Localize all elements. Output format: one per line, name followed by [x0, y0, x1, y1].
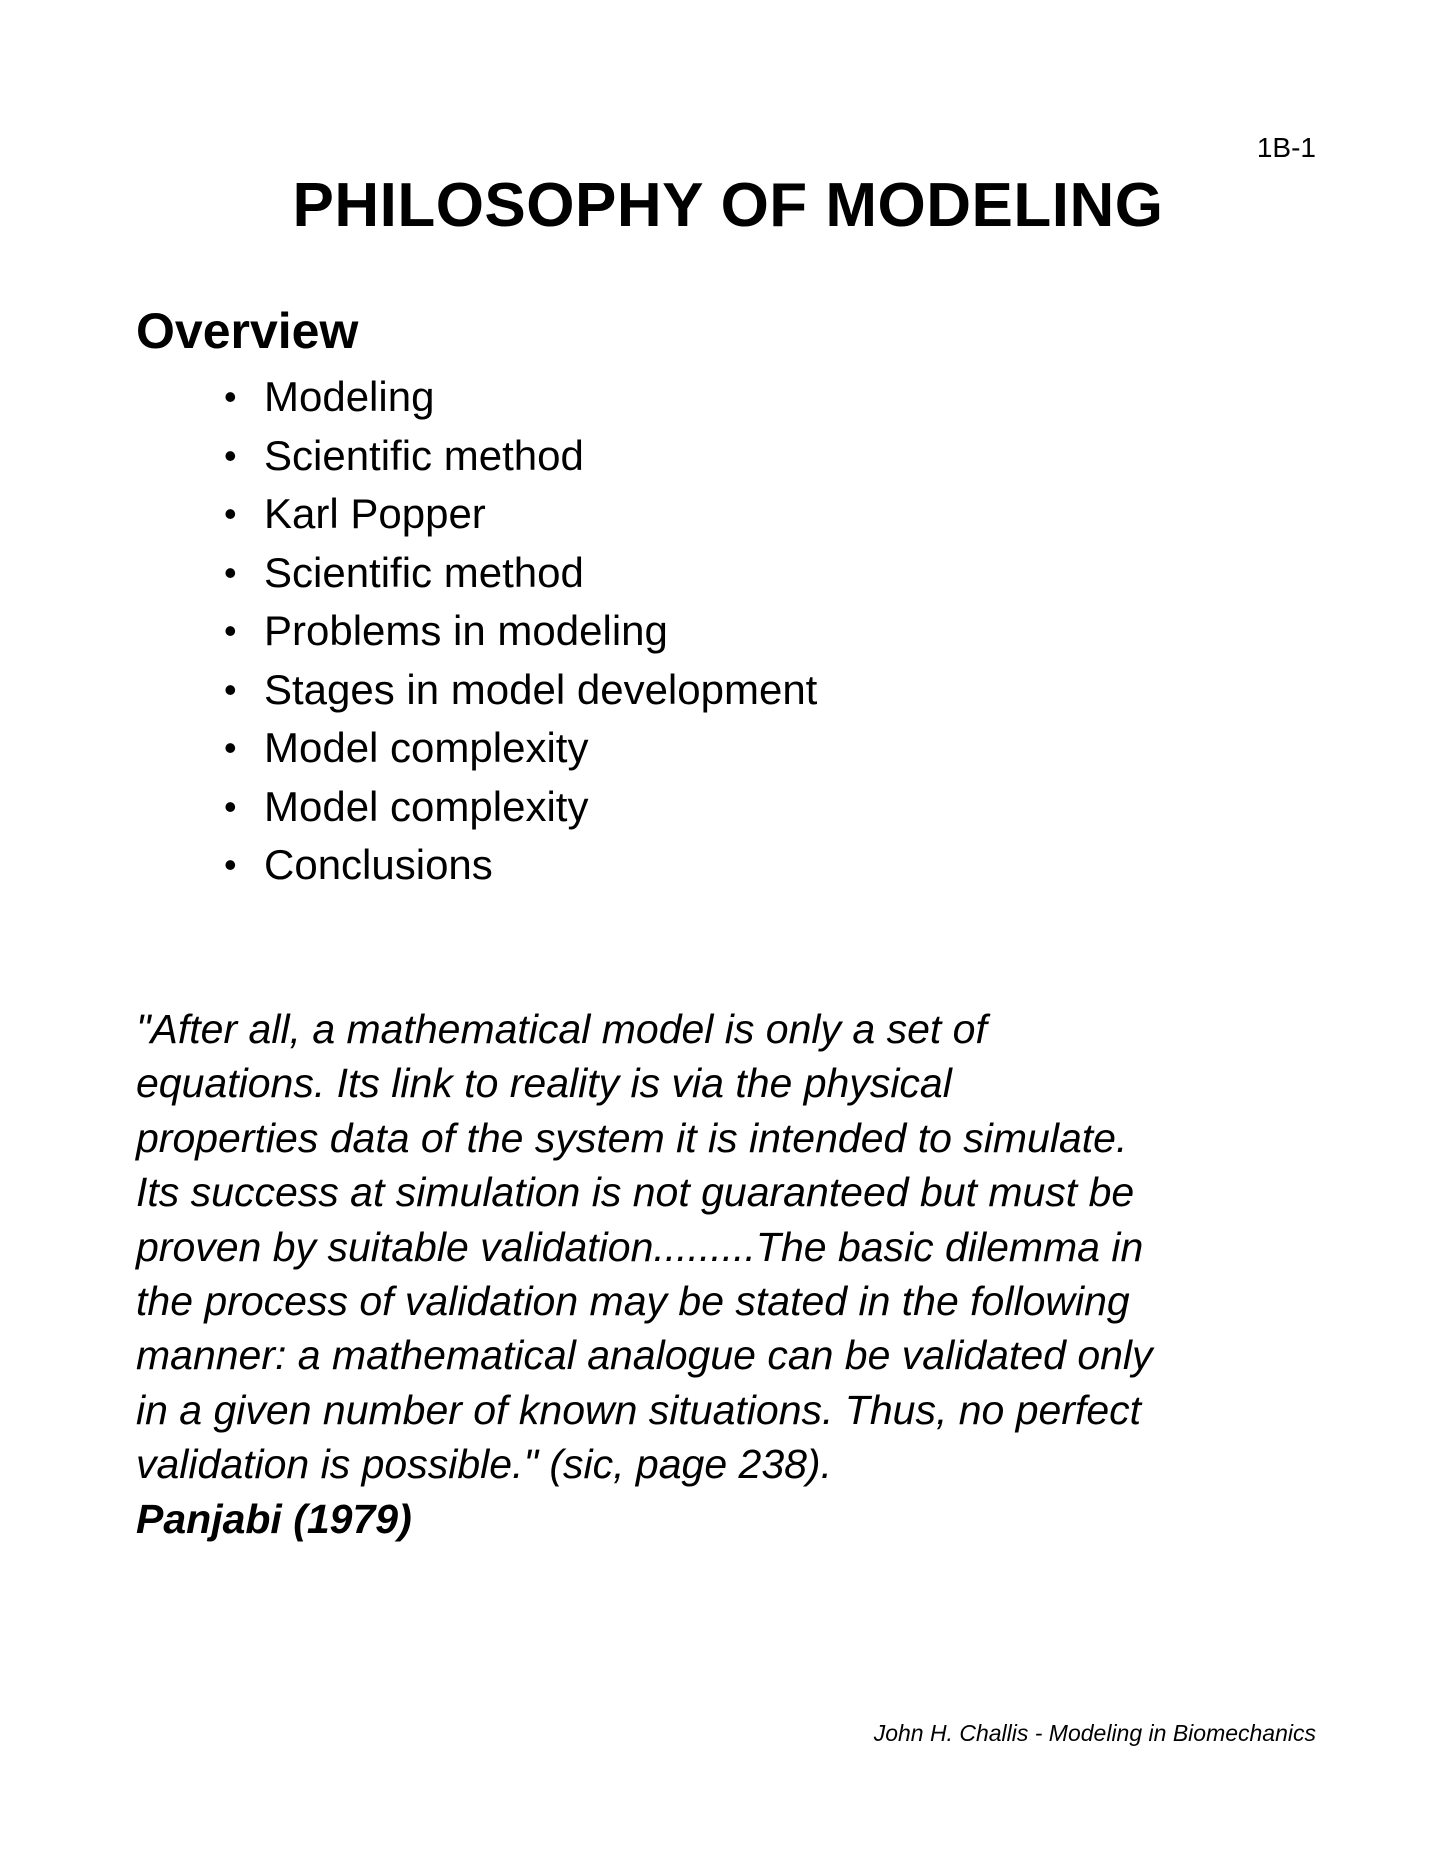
quote-line: "After all, a mathematical model is only a set of: [136, 1006, 987, 1052]
quote-line: validation is possible." (sic, page 238).: [136, 1441, 832, 1488]
list-item: [222, 836, 817, 895]
page-number: 1B-1: [1256, 132, 1316, 163]
list-item: [222, 778, 817, 837]
bullet-icon: •: [224, 434, 237, 476]
quote-line: proven by suitable validation.........The basic dilemma in: [136, 1223, 1144, 1270]
quote-line: manner: a mathematical analogue can be validated only: [136, 1332, 1153, 1379]
list-item-label: Scientific method: [264, 431, 584, 479]
list-item: [222, 544, 817, 603]
quote-line: properties data of the system it is intended to simulate.: [136, 1114, 1128, 1161]
bullet-icon: •: [224, 727, 237, 768]
bullet-icon: •: [224, 844, 237, 885]
list-item-label: Conclusions: [264, 841, 493, 888]
quote-text: [136, 1002, 1336, 1492]
bullet-icon: •: [224, 610, 237, 651]
list-item-label: Scientific method: [264, 548, 584, 596]
section-heading: Overview: [136, 303, 359, 359]
bullet-icon: •: [224, 785, 237, 827]
list-item-label: Karl Popper: [264, 490, 486, 537]
quote-line: Its success at simulation is not guaranteed but must be: [136, 1169, 1135, 1216]
footer: John H. Challis - Modeling in Biomechanics: [873, 1720, 1316, 1746]
quote-source: Panjabi (1979): [136, 1495, 412, 1542]
list-item: [222, 661, 817, 720]
list-item: [222, 368, 817, 427]
quote-block: [136, 1002, 1336, 1546]
list-item-label: Stages in model development: [264, 665, 818, 713]
overview-list: [222, 368, 817, 895]
bullet-icon: •: [224, 551, 237, 593]
list-item: [222, 719, 817, 778]
list-item-label: Modeling: [264, 373, 435, 420]
page-title: PHILOSOPHY OF MODELING: [292, 171, 1164, 240]
list-item: [222, 602, 817, 661]
quote-line: equations. Its link to reality is via the physical: [136, 1060, 952, 1107]
list-item-label: Model complexity: [264, 782, 589, 830]
quote-line: the process of validation may be stated in the following: [136, 1278, 1130, 1325]
quote-line: in a given number of known situations. Thus, no perfect: [136, 1386, 1142, 1433]
bullet-icon: •: [224, 376, 237, 417]
list-item-label: Model complexity: [264, 724, 589, 771]
bullet-icon: •: [224, 668, 237, 710]
list-item: [222, 485, 817, 544]
list-item: [222, 427, 817, 486]
bullet-icon: •: [224, 493, 237, 534]
list-item-label: Problems in modeling: [264, 607, 668, 654]
